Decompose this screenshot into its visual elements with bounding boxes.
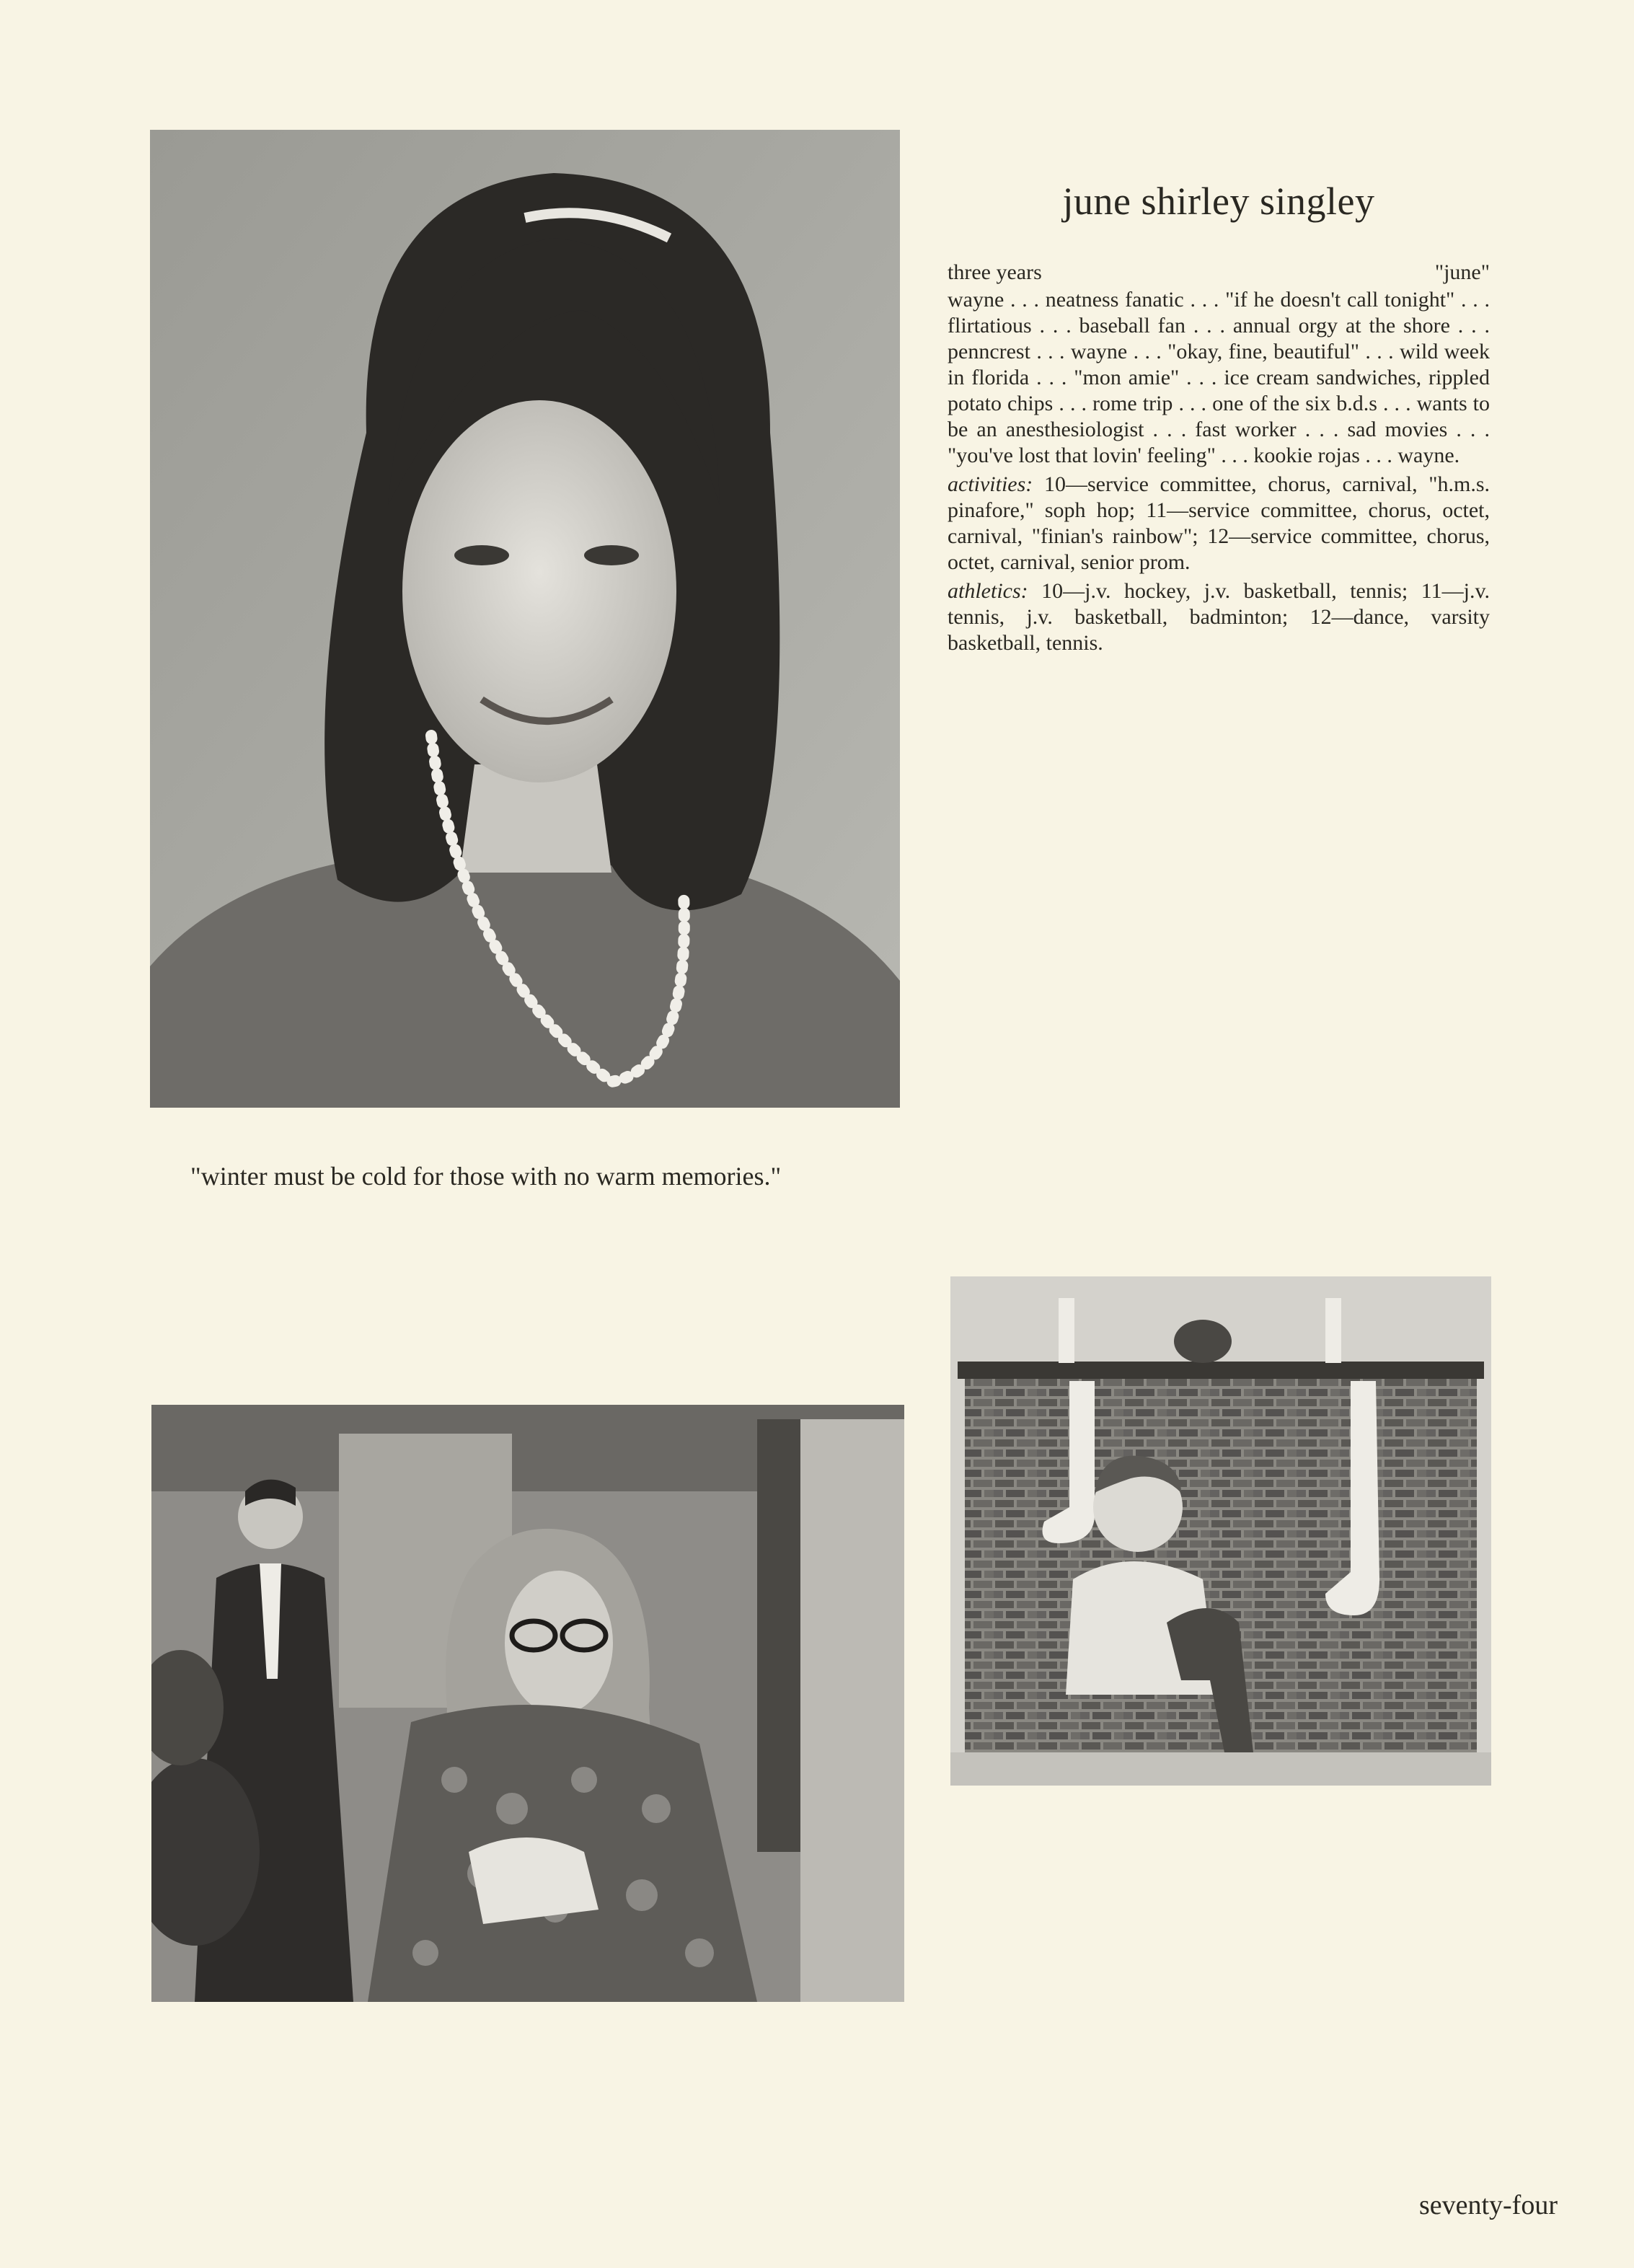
athletics-text: 10—j.v. hockey, j.v. basketball, tennis; 11—j.v. tennis, j.v. basketball, badminton; 12—dance, varsity basketball, tennis. xyxy=(948,579,1490,655)
bio-text: wayne . . . neatness fanatic . . . "if he doesn't call tonight" . . . flirtatious . . . baseball fan . . . annual orgy at the shore . . . penncrest . . . wayne . . . "okay, fine, beautiful" . . . wild week in florida . . . "mon amie" . . . ice cream sandwiches, rippled potato chips . . . rome trip . . . one of the six b.d.s . . . wants to be an anesthesiologist . . . fast worker . . . sad movies . . . "you've lost that lovin' feeling" . . . kookie rojas . . . wayne. xyxy=(948,288,1490,467)
years-row xyxy=(948,260,1490,286)
nickname: "june" xyxy=(1434,260,1490,284)
activities-text: 10—service committee, chorus, carnival, "h.m.s. pinafore," soph hop; 11—service committee, chorus, octet, carnival, "finian's rainbow"; 12—service committee, chorus, octet, carnival, senior prom. xyxy=(948,472,1490,574)
student-bio-block xyxy=(948,260,1490,659)
years-attended: three years xyxy=(948,260,1042,284)
athletics-paragraph xyxy=(948,578,1490,656)
candid-photo xyxy=(151,1405,904,2002)
baby-photo xyxy=(950,1276,1491,1786)
senior-quote: "winter must be cold for those with no warm memories." xyxy=(190,1162,782,1191)
student-name: june shirley singley xyxy=(1062,180,1375,223)
activities-label: activities: xyxy=(948,472,1033,496)
senior-portrait-photo xyxy=(150,130,900,1108)
athletics-label: athletics: xyxy=(948,579,1028,603)
activities-paragraph xyxy=(948,472,1490,575)
page-number: seventy-four xyxy=(1418,2190,1558,2220)
